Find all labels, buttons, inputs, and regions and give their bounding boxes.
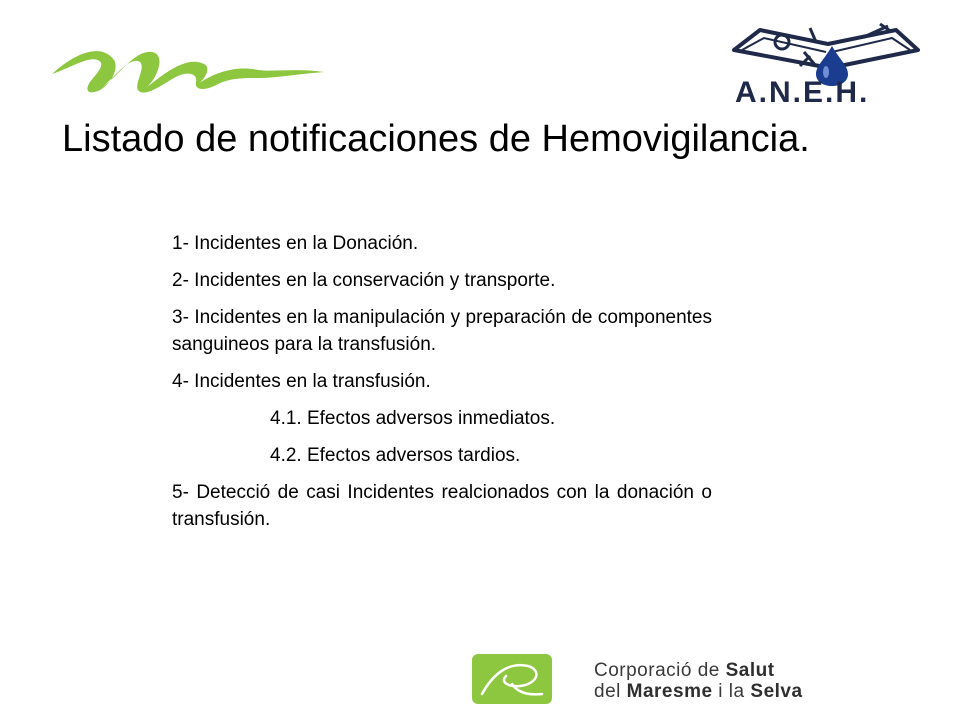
list-item-4-1: 4.1. Efectos adversos inmediatos. (270, 408, 556, 429)
list-item-4-2: 4.2. Efectos adversos tardios. (270, 445, 521, 466)
page-title: Listado de notificaciones de Hemovigilancia. (62, 118, 810, 160)
aneh-logo-text: A.N.E.H. (735, 76, 870, 109)
list-item-3: 3- Incidentes en la manipulación y preparación de componentes sanguineos para la transfusión. (172, 307, 712, 355)
notification-list (172, 230, 712, 543)
wave-logo-icon (48, 30, 328, 100)
corporacio-name (594, 660, 803, 702)
list-item-1: 1- Incidentes en la Donación. (172, 233, 419, 254)
corporacio-line-2: del Maresme i la Selva (594, 681, 803, 702)
list-item-4: 4- Incidentes en la transfusión. (172, 371, 431, 392)
list-item-2: 2- Incidentes en la conservación y transporte. (172, 270, 556, 291)
corporacio-line-1: Corporació de Salut (594, 660, 775, 681)
corporacio-logo-icon (472, 654, 552, 704)
list-item-5: 5- Detecció de casi Incidentes realcionados con la donación o transfusión. (172, 482, 712, 530)
